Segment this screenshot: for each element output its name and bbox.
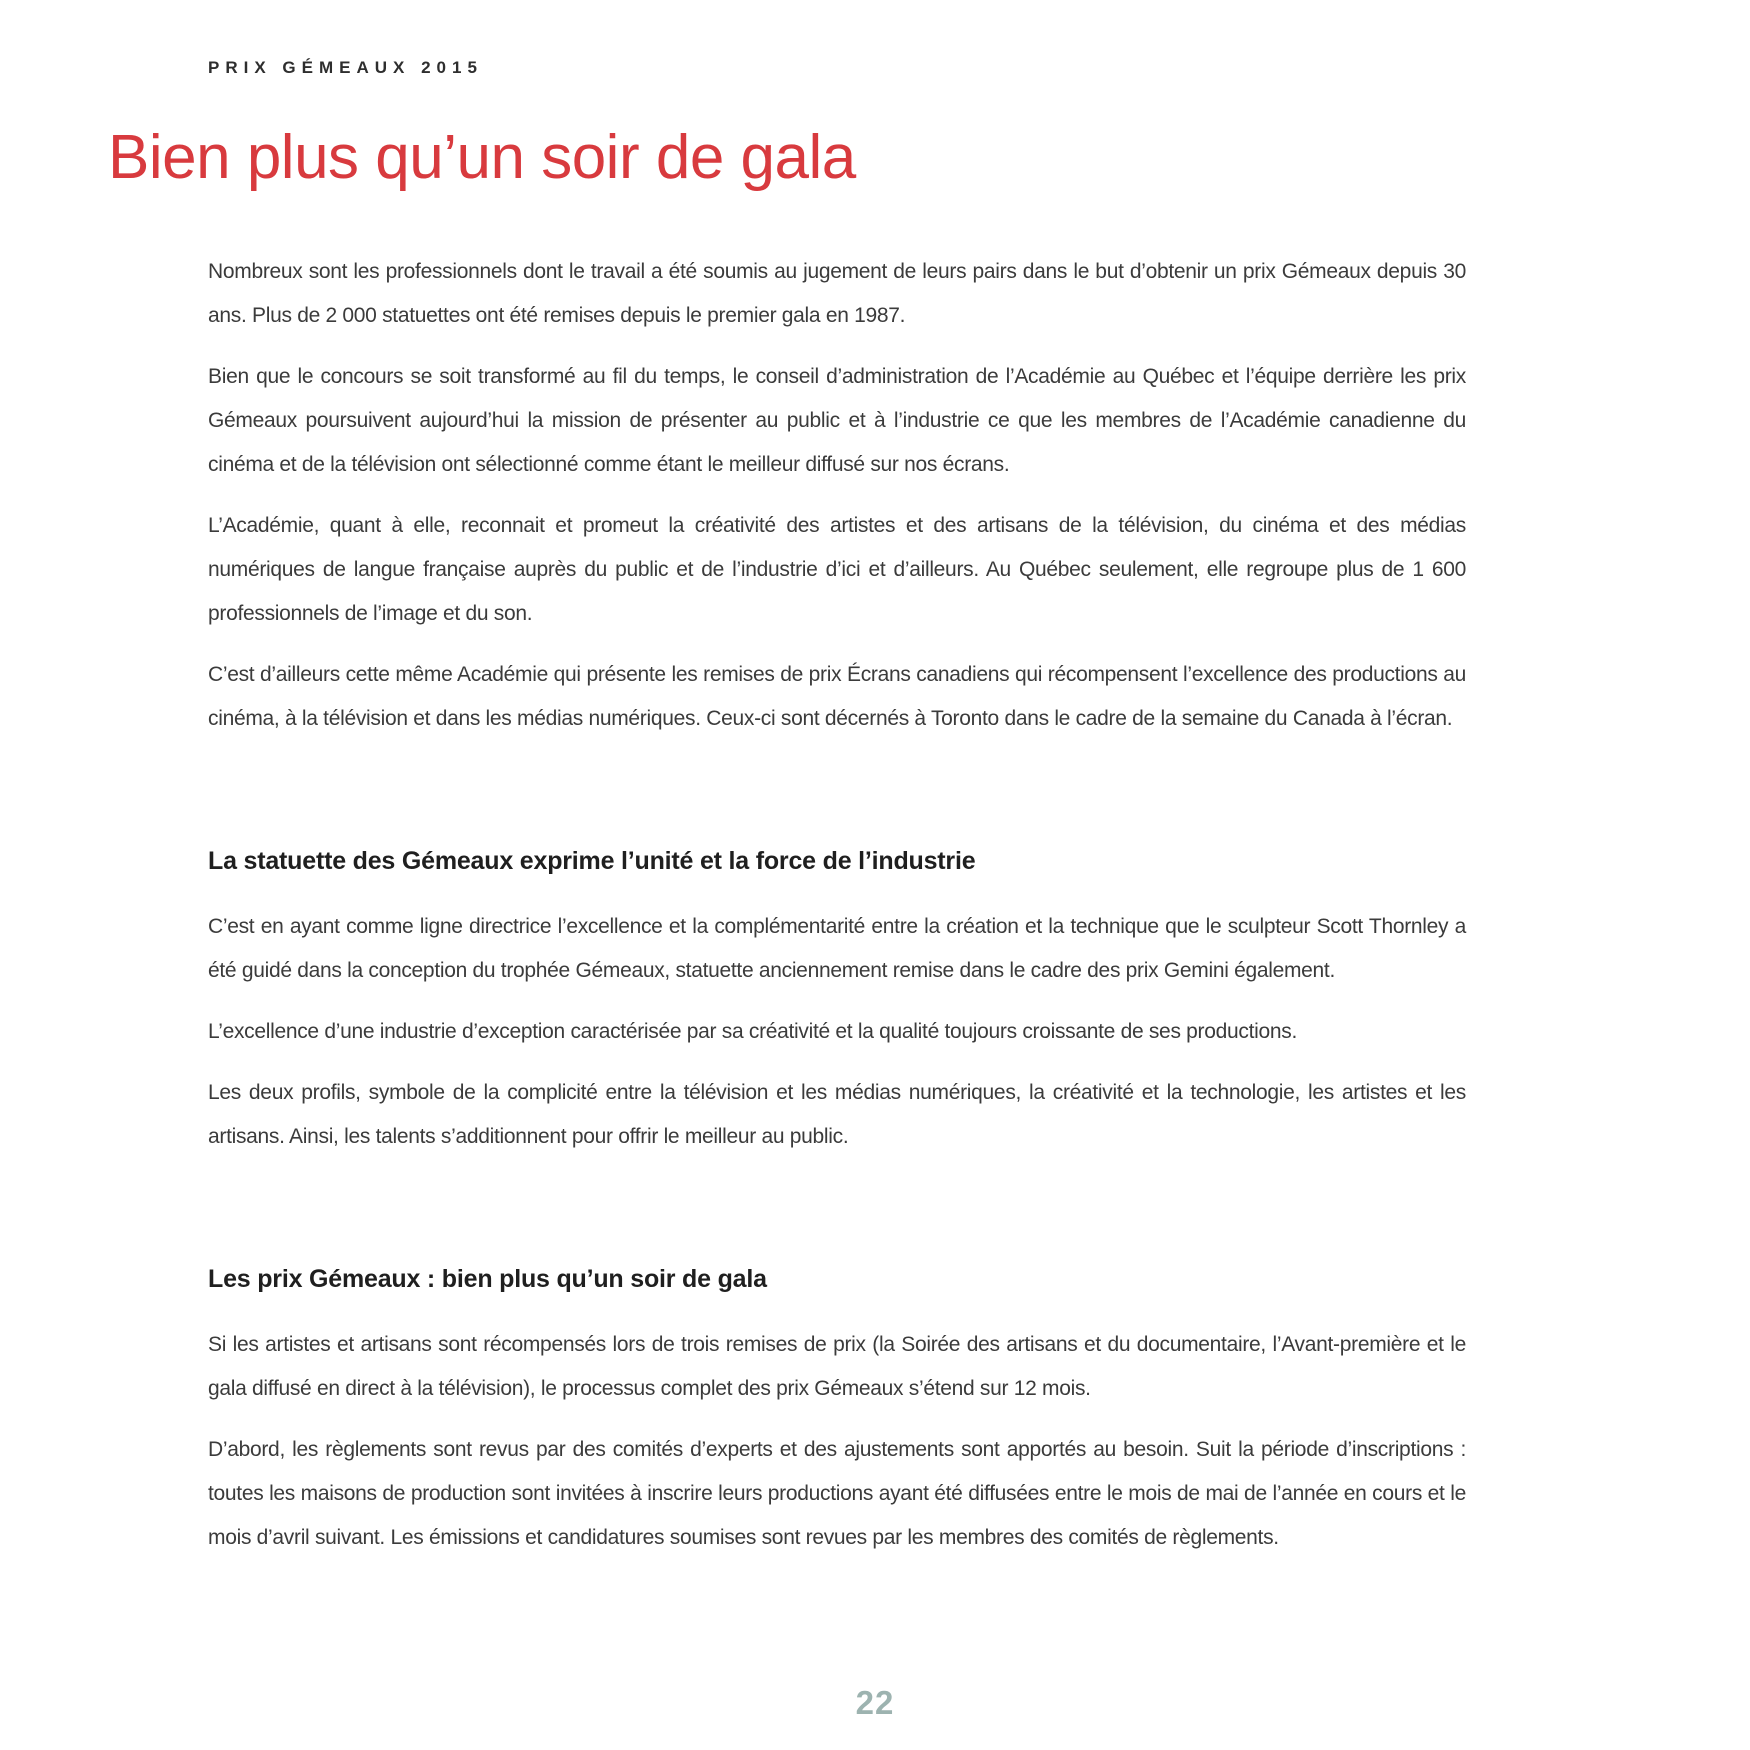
body-paragraph: Bien que le concours se soit transformé au fil du temps, le conseil d’administration de l’Académie au Québec et l’équipe derrière les prix Gémeaux poursuivent aujourd’hui la mission de présenter au public et à l’industrie ce que les membres de l’Académie canadienne du cinéma et de la télévision ont sélectionné comme étant le meilleur diffusé sur nos écrans.: [208, 365, 1466, 477]
body-paragraph: Si les artistes et artisans sont récompensés lors de trois remises de prix (la Soirée des artisans et du documentaire, l’Avant-première et le gala diffusé en direct à la télévision), le processus complet des prix Gémeaux s’étend sur 12 mois.: [208, 1333, 1466, 1401]
body-paragraph: C’est d’ailleurs cette même Académie qui présente les remises de prix Écrans canadiens qui récompensent l’excellence des productions au cinéma, à la télévision et dans les médias numériques. Ceux-ci sont décernés à Toronto dans le cadre de la semaine du Canada à l’écran.: [208, 663, 1466, 731]
body-paragraph: L’excellence d’une industrie d’exception caractérisée par sa créativité et la qualité toujours croissante de ses productions.: [208, 1020, 1297, 1044]
body-paragraph: Nombreux sont les professionnels dont le travail a été soumis au jugement de leurs pairs dans le but d’obtenir un prix Gémeaux depuis 30 ans. Plus de 2 000 statuettes ont été remises depuis le premier gala en 1987.: [208, 260, 1466, 328]
section-heading-prix-gemeaux: Les prix Gémeaux : bien plus qu’un soir de gala: [208, 1265, 767, 1294]
page-title: Bien plus qu’un soir de gala: [108, 123, 856, 192]
section-heading-statuette: La statuette des Gémeaux exprime l’unité et la force de l’industrie: [208, 847, 976, 876]
body-paragraph: Les deux profils, symbole de la complicité entre la télévision et les médias numériques, la créativité et la technologie, les artistes et les artisans. Ainsi, les talents s’additionnent pour offrir le meilleur au public.: [208, 1081, 1466, 1149]
body-paragraph: D’abord, les règlements sont revus par des comités d’experts et des ajustements sont apportés au besoin. Suit la période d’inscriptions : toutes les maisons de production sont invitées à inscrire leurs productions ayant été diffusées entre le mois de mai de l’année en cours et le mois d’avril suivant. Les émissions et candidatures soumises sont revues par les membres des comités de règlements.: [208, 1438, 1466, 1550]
body-column: [208, 250, 1466, 1560]
body-paragraph: C’est en ayant comme ligne directrice l’excellence et la complémentarité entre la création et la technique que le sculpteur Scott Thornley a été guidé dans la conception du trophée Gémeaux, statuette anciennement remise dans le cadre des prix Gemini également.: [208, 915, 1466, 983]
body-paragraph: L’Académie, quant à elle, reconnait et promeut la créativité des artistes et des artisans de la télévision, du cinéma et des médias numériques de langue française auprès du public et de l’industrie d’ici et d’ailleurs. Au Québec seulement, elle regroupe plus de 1 600 professionnels de l’image et du son.: [208, 514, 1466, 626]
document-eyebrow: PRIX GÉMEAUX 2015: [208, 58, 483, 77]
page-number: 22: [855, 1684, 895, 1721]
